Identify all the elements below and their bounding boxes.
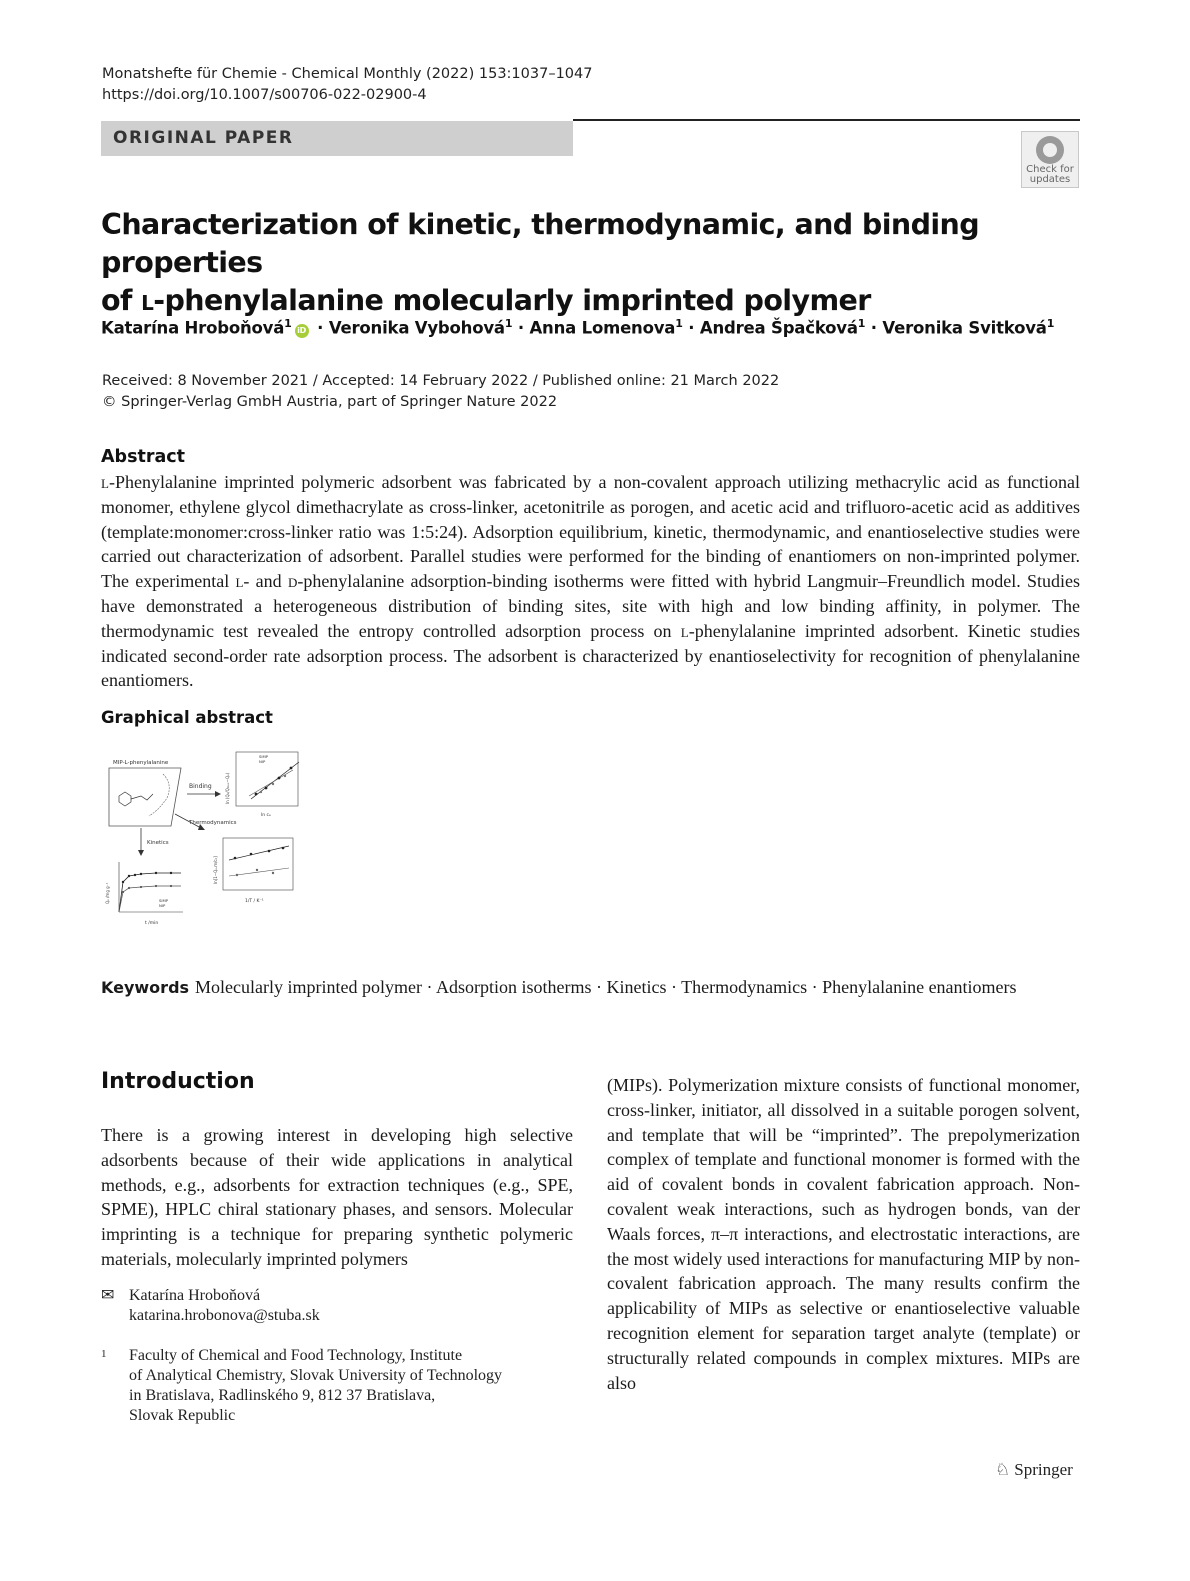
author-name[interactable]: Katarína Hroboňová xyxy=(101,318,285,338)
ga-label-mip: MIP-L-phenylalanine xyxy=(113,760,169,766)
abstract-text xyxy=(101,470,1080,693)
ga-point xyxy=(268,850,271,853)
title-line-1: Characterization of kinetic, thermodynamic, and binding properties xyxy=(101,208,980,279)
ga-label-kinetics: Kinetics xyxy=(147,840,169,846)
ga-label-thermodynamics: Thermodynamics xyxy=(189,820,237,826)
author-affiliation-mark: 1 xyxy=(284,317,292,330)
author-affiliation-mark: 1 xyxy=(675,317,683,330)
author-affiliation-mark: 1 xyxy=(857,317,866,330)
journal-header xyxy=(102,64,593,106)
keywords-text: Molecularly imprinted polymer · Adsorption isotherms · Kinetics · Thermodynamics · Phenylalanine enantiomers xyxy=(195,977,1017,997)
ga-label-binding: Binding xyxy=(189,783,212,790)
ga-plot-thermo xyxy=(223,838,293,890)
ga-legend-nip: NIP xyxy=(259,759,266,764)
ga-point xyxy=(128,875,130,877)
ga-arrowhead xyxy=(138,850,144,856)
ga-point xyxy=(278,777,281,780)
ga-fit-line xyxy=(229,846,289,860)
ga-point xyxy=(140,873,142,875)
intro-column-left: There is a growing interest in developing high selective adsorbents because of their wide applications in analytical methods, e.g., adsorbents for extraction techniques (e.g., SPE, SPME), HPLC chiral stationary phases, and sensors. Molecular imprinting is a technique for preparing synthetic polymeric materials, molecularly imprinted polymers xyxy=(101,1125,573,1269)
ga-arrowhead xyxy=(215,791,221,797)
ga-point xyxy=(170,872,172,874)
ga-legend-simp: SIMP xyxy=(159,898,169,903)
ga-point xyxy=(284,775,286,777)
affiliation-line: in Bratislava, Radlinského 9, 812 37 Bratislava, xyxy=(129,1387,436,1404)
abstract-part: - and xyxy=(243,571,288,592)
affiliation-line: Slovak Republic xyxy=(129,1407,236,1424)
ga-legend-simp: SIMP xyxy=(259,754,269,759)
introduction-heading: Introduction xyxy=(101,1069,255,1094)
corresponding-name: Katarína Hroboňová xyxy=(129,1287,261,1304)
corresponding-email[interactable]: katarina.hrobonova@stuba.sk xyxy=(129,1307,320,1324)
author-name[interactable]: Veronika Svitková xyxy=(882,318,1047,338)
abstract-part: -phenylalanine adsorption-binding isotherms were fitted with hybrid Langmuir–Freundlich model. Studies have demonstrated a heterogeneous distribution of binding sites, site with high and low binding affinity, in polymer. The thermodynamic test revealed the entropy controlled adsorption process on xyxy=(101,571,1081,641)
title-small-caps: l xyxy=(141,284,154,317)
check-for-updates-badge[interactable] xyxy=(1021,131,1079,188)
abstract-sc: l xyxy=(235,571,244,592)
title-rest: -phenylalanine molecularly imprinted polymer xyxy=(153,284,871,317)
ga-axis-label: t /min xyxy=(145,921,159,926)
author-affiliation-mark: 1 xyxy=(504,317,513,330)
ga-point xyxy=(272,872,274,874)
ga-point xyxy=(134,874,136,876)
ga-axis-label: ln (Qₑ/Qₘₐₓ−Qₑ) xyxy=(225,772,230,804)
ga-point xyxy=(282,847,285,850)
graphical-abstract-figure xyxy=(101,744,311,934)
ga-kinetic-curve xyxy=(119,886,181,912)
affiliation xyxy=(101,1346,573,1426)
ga-molecule-chain xyxy=(131,794,153,800)
orcid-icon[interactable]: iD xyxy=(295,324,309,338)
springer-logo-icon: ♘ xyxy=(995,1460,1011,1479)
ga-kinetic-curve xyxy=(119,873,181,912)
ga-plot-binding xyxy=(236,752,298,806)
affiliation-line: of Analytical Chemistry, Slovak University of Technology xyxy=(129,1367,503,1384)
doi-link[interactable]: https://doi.org/10.1007/s00706-022-02900-4 xyxy=(102,87,427,103)
ga-point xyxy=(255,793,258,796)
author-affiliation-mark: 1 xyxy=(1046,317,1055,330)
publisher-footer xyxy=(995,1460,1073,1480)
ga-fit-line xyxy=(249,770,293,796)
copyright-line: © Springer-Verlag GmbH Austria, part of Springer Nature 2022 xyxy=(102,394,558,410)
header-rule xyxy=(573,119,1080,121)
ga-point xyxy=(122,881,124,883)
ga-axis-label: Qₑ /mg g⁻¹ xyxy=(105,882,110,904)
abstract-sc: l xyxy=(680,620,689,641)
ga-point xyxy=(155,885,157,887)
ga-point xyxy=(122,891,124,893)
title-prefix: of xyxy=(101,284,142,317)
check-updates-icon xyxy=(1036,136,1064,164)
ga-point xyxy=(265,787,268,790)
ga-point xyxy=(155,872,157,874)
graphical-abstract-heading: Graphical abstract xyxy=(101,708,273,727)
keywords xyxy=(101,975,1080,1001)
affiliation-number: 1 xyxy=(101,1348,107,1360)
ga-axis-label: ln[1−Qₑ.m/c₀] xyxy=(213,856,218,884)
ga-point xyxy=(140,886,142,888)
abstract-heading: Abstract xyxy=(101,447,186,467)
abstract-sc: d xyxy=(287,571,298,592)
author-name[interactable]: Andrea Špačková xyxy=(699,318,858,338)
corresponding-author xyxy=(101,1286,320,1326)
abstract-part: -phenylalanine imprinted adsorbent. Kinetic studies indicated second-order rate adsorption process. The adsorbent is characterized by enantioselectivity for recognition of phenylalanine enantiomers. xyxy=(101,620,1080,691)
abstract-sc: l xyxy=(101,472,109,492)
ga-axis-label: ln cₑ xyxy=(261,813,271,818)
ga-axis-label: 1/T / K⁻¹ xyxy=(245,899,264,904)
dates-line: Received: 8 November 2021 / Accepted: 14 February 2022 / Published online: 21 March 2022 xyxy=(102,373,780,389)
ga-benzene-ring xyxy=(119,792,131,806)
ga-point xyxy=(250,853,253,856)
ga-point xyxy=(290,767,293,770)
ga-point xyxy=(260,791,262,793)
publisher-name: Springer xyxy=(1014,1460,1073,1479)
envelope-icon: ✉ xyxy=(101,1287,115,1304)
ga-point xyxy=(236,874,238,876)
affiliation-line: Faculty of Chemical and Food Technology, Institute xyxy=(129,1347,463,1364)
check-updates-label: Check for updates xyxy=(1026,164,1074,185)
ga-point xyxy=(272,783,274,785)
intro-column-right: (MIPs). Polymerization mixture consists of functional monomer, cross-linker, initiator, all dissolved in a suitable porogen solvent, and template that will be “imprinted”. The prepolymerization complex of template and functional monomer is formed with the aid of covalent bonds in covalent fabrication approach. Non-covalent weak interactions, such as hydrogen bonds, van der Waals forces, π–π interactions, and electrostatic interactions, are the most widely used interactions for manufacturing MIP by non-covalent fabrication approach. The many results confirm the applicability of MIPs as selective or enantioselective valuable recognition element for separation target analyte (template) or structurally related compounds in complex mixtures. MIPs are also xyxy=(607,1075,1080,1393)
ga-mip-cavity xyxy=(109,768,181,826)
article-type-banner: ORIGINAL PAPER xyxy=(101,121,573,156)
article-title xyxy=(101,206,1101,320)
ga-point xyxy=(256,869,258,871)
ga-point xyxy=(128,887,130,889)
author-name[interactable]: Veronika Vybohová xyxy=(328,318,505,338)
ga-point xyxy=(170,885,172,887)
keywords-label: Keywords xyxy=(101,978,190,997)
author-list: Katarína Hroboňová$^1$ iD · Veronika Vybohová$^1$ · Anna Lomenova$^1$ · Andrea Špačková$^1$ · Veronika Svitková$^1$ xyxy=(101,317,1055,338)
author-name[interactable]: Anna Lomenova xyxy=(529,318,676,338)
publication-dates xyxy=(102,371,779,413)
ga-legend-nip: NIP xyxy=(159,903,166,908)
journal-citation: Monatshefte für Chemie - Chemical Monthly (2022) 153:1037–1047 xyxy=(102,66,593,82)
ga-point xyxy=(234,857,237,860)
abstract-part: -Phenylalanine imprinted polymeric adsorbent was fabricated by a non-covalent approach utilizing methacrylic acid as functional monomer, ethylene glycol dimethacrylate as cross-linker, acetonitrile as porogen, and acetic acid and trifluoro-acetic acid as additives (template:monomer:cross-linker ratio was 1:5:24). Adsorption equilibrium, kinetic, thermodynamic, and enantioselective studies were carried out characterization of adsorbent. Parallel studies were performed for the binding of enantiomers on non-imprinted polymer. The experimental xyxy=(101,472,1080,592)
